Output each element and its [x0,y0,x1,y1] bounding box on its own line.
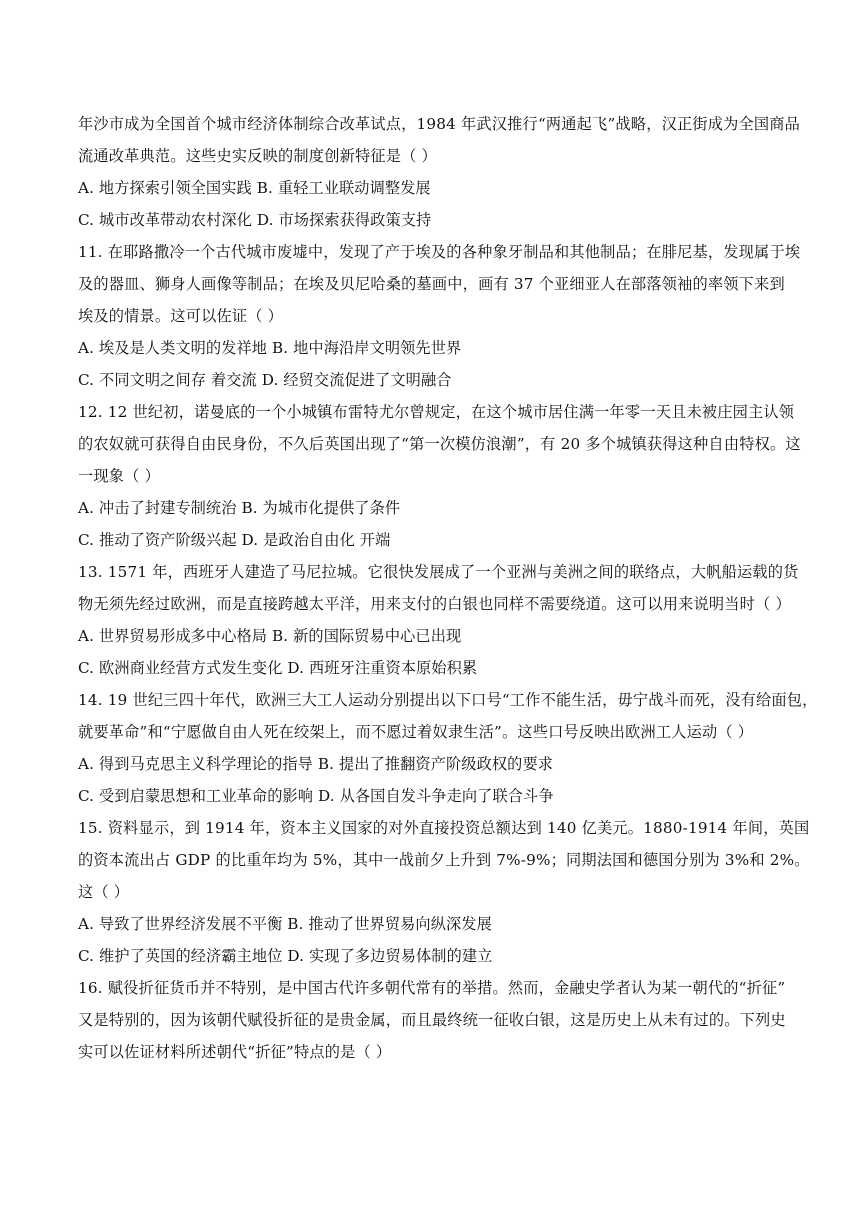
text-line: 一现象（ ） [78,467,160,485]
text-line: 的农奴就可获得自由民身份，不久后英国出现了“第一次模仿浪潮”，有 20 多个城镇获得这种自由特权。这 [78,435,801,453]
text-line: 埃及的情景。这可以佐证（ ） [78,307,284,325]
text-line: 物无须先经过欧洲，而是直接跨越太平洋，用来支付的白银也同样不需要绕道。这可以用来说明当时（ ） [78,595,791,613]
answer-options: C. 推动了资产阶级兴起 D. 是政治自由化 开端 [78,531,391,549]
answer-options: C. 欧洲商业经营方式发生变化 D. 西班牙注重资本原始积累 [78,659,478,677]
question-16: 16. 赋役折征货币并不特别，是中国古代许多朝代常有的举措。然而，金融史学者认为某一朝代的“折征” [78,979,786,997]
text-line: 实可以佐证材料所述朝代“折征”特点的是（ ） [78,1043,392,1061]
text-line: 流通改革典范。这些史实反映的制度创新特征是（ ） [78,147,437,165]
answer-options: A. 地方探索引领全国实践 B. 重轻工业联动调整发展 [78,179,431,197]
answer-options: A. 冲击了封建专制统治 B. 为城市化提供了条件 [78,499,401,517]
text-line: 的资本流出占 GDP 的比重年均为 5%，其中一战前夕上升到 7%-9%；同期法国和德国分别为 3%和 2%。 [78,851,810,869]
answer-options: C. 城市改革带动农村深化 D. 市场探索获得政策支持 [78,211,432,229]
answer-options: A. 导致了世界经济发展不平衡 B. 推动了世界贸易向纵深发展 [78,915,492,933]
text-line: 年沙市成为全国首个城市经济体制综合改革试点，1984 年武汉推行“两通起飞”战略，汉正街成为全国商品 [78,115,801,133]
text-line: 又是特别的，因为该朝代赋役折征的是贵金属，而且最终统一征收白银，这是历史上从未有过的。下列史 [78,1011,786,1029]
question-12: 12. 12 世纪初，诺曼底的一个小城镇布雷特尤尔曾规定，在这个城市居住满一年零一天且未被庄园主认领 [78,403,795,421]
answer-options: C. 维护了英国的经济霸主地位 D. 实现了多边贸易体制的建立 [78,947,493,965]
question-15: 15. 资料显示，到 1914 年，资本主义国家的对外直接投资总额达到 140 亿美元。1880-1914 年间，英国 [78,819,810,837]
answer-options: A. 埃及是人类文明的发祥地 B. 地中海沿岸文明领先世界 [78,339,462,357]
answer-options: C. 不同文明之间存 着交流 D. 经贸交流促进了文明融合 [78,371,452,389]
text-line: 及的器皿、狮身人画像等制品；在埃及贝尼哈桑的墓画中，画有 37 个亚细亚人在部落领袖的率领下来到 [78,275,785,293]
answer-options: C. 受到启蒙思想和工业革命的影响 D. 从各国自发斗争走向了联合斗争 [78,787,554,805]
question-14: 14. 19 世纪三四十年代，欧洲三大工人运动分别提出以下口号“工作不能生活，毋宁战斗而死，没有给面包， [78,691,818,709]
text-line: 这（ ） [78,883,130,901]
document-page [78,108,818,1068]
answer-options: A. 世界贸易形成多中心格局 B. 新的国际贸易中心已出现 [78,627,462,645]
text-line: 就要革命”和“宁愿做自由人死在绞架上，而不愿过着奴隶生活”。这些口号反映出欧洲工人运动（ ） [78,723,754,741]
question-11: 11. 在耶路撒冷一个古代城市废墟中，发现了产于埃及的各种象牙制品和其他制品；在腓尼基，发现属于埃 [78,243,801,261]
answer-options: A. 得到马克思主义科学理论的指导 B. 提出了推翻资产阶级政权的要求 [78,755,554,773]
question-13: 13. 1571 年，西班牙人建造了马尼拉城。它很快发展成了一个亚洲与美洲之间的联络点，大帆船运载的货 [78,563,799,581]
